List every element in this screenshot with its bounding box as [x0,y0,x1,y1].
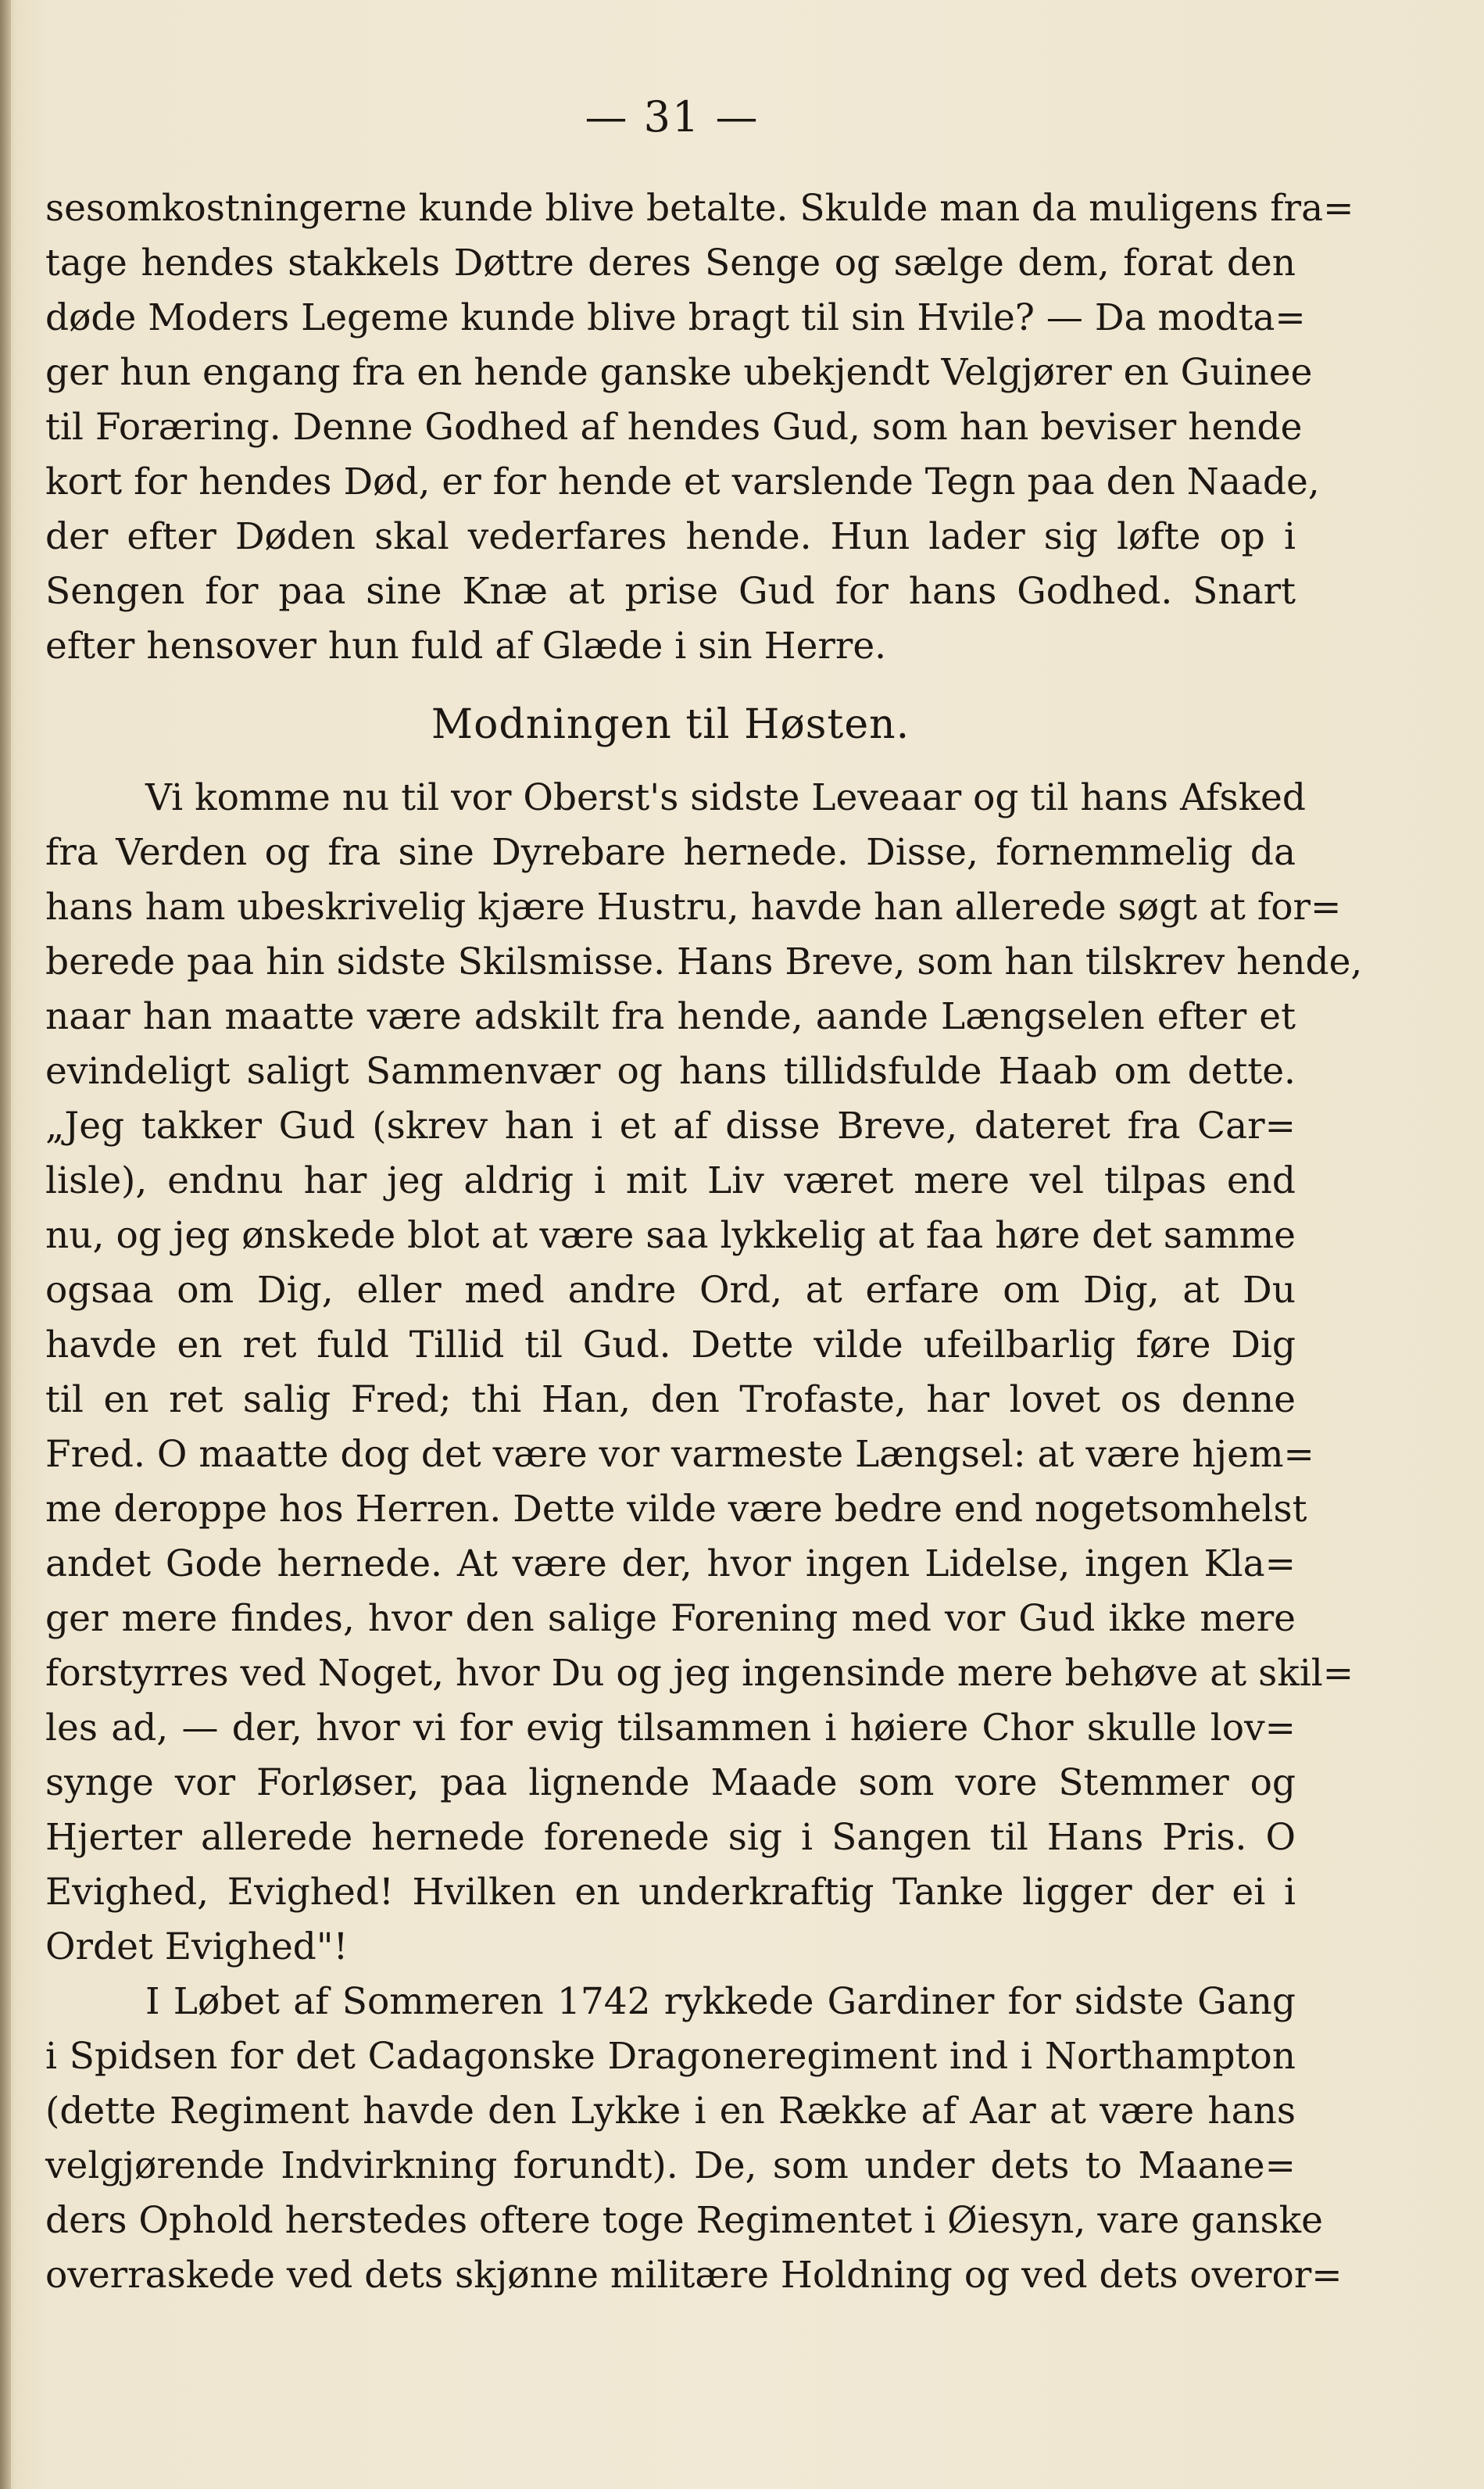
paragraph-3 [45,1975,1343,2303]
text-line: ders Ophold herstedes oftere toge Regimentet i Øiesyn, vare ganske [45,2199,1323,2242]
text-line: nu, og jeg ønskede blot at være saa lykkelig at faa høre det samme [45,1214,1296,1257]
paragraph-1 [45,181,1354,674]
text-line: Evighed, Evighed! Hvilken en underkraftig Tanke ligger der ei i [45,1871,1296,1914]
text-line: til en ret salig Fred; thi Han, den Trofaste, har lovet os denne [45,1378,1296,1421]
page-number: — 31 — [585,92,760,141]
text-line: ogsaa om Dig, eller med andre Ord, at erfare om Dig, at Du [45,1269,1296,1312]
book-spine-shadow [0,0,11,2489]
text-line: Hjerter allerede hernede forenede sig i Sangen til Hans Pris. O [45,1816,1296,1859]
text-line: forstyrres ved Noget, hvor Du og jeg ingensinde mere behøve at skil= [45,1652,1354,1695]
body-text [45,181,1363,2303]
text-line: efter hensover hun fuld af Glæde i sin Herre. [45,625,887,668]
text-line: ger hun engang fra en hende ganske ubekjendt Velgjører en Guinee [45,351,1313,394]
text-line: (dette Regiment havde den Lykke i en Række af Aar at være hans [45,2090,1296,2133]
text-line: havde en ret fuld Tillid til Gud. Dette vilde ufeilbarlig føre Dig [45,1323,1296,1366]
text-line: andet Gode hernede. At være der, hvor ingen Lidelse, ingen Kla= [45,1542,1296,1585]
text-line: „Jeg takker Gud (skrev han i et af disse Breve, dateret fra Car= [45,1105,1296,1148]
text-line: Sengen for paa sine Knæ at prise Gud for hans Godhed. Snart [45,570,1296,613]
text-line: Vi komme nu til vor Oberst's sidste Leveaar og til hans Afsked [145,776,1306,819]
text-line: der efter Døden skal vederfares hende. Hun lader sig løfte op i [45,515,1296,558]
text-line: sesomkostningerne kunde blive betalte. Skulde man da muligens fra= [45,187,1354,230]
text-line: velgjørende Indvirkning forundt). De, som under dets to Maane= [45,2144,1296,2187]
text-line: lisle), endnu har jeg aldrig i mit Liv været mere vel tilpas end [45,1159,1296,1202]
text-line: i Spidsen for det Cadagonske Dragoneregiment ind i Northampton [45,2035,1296,2078]
text-line: les ad, — der, hvor vi for evig tilsammen i høiere Chor skulle lov= [45,1706,1296,1749]
text-line: til Foræring. Denne Godhed af hendes Gud, som han beviser hende [45,406,1303,449]
text-line: døde Moders Legeme kunde blive bragt til sin Hvile? — Da modta= [45,296,1306,339]
paragraph-2 [45,771,1363,1975]
text-line: overraskede ved dets skjønne militære Holdning og ved dets overor= [45,2254,1343,2297]
text-line: ger mere findes, hvor den salige Forening med vor Gud ikke mere [45,1597,1296,1640]
text-line: tage hendes stakkels Døttre deres Senge og sælge dem, forat den [45,242,1296,285]
section-heading: Modningen til Høsten. [431,701,910,748]
text-line: kort for hendes Død, er for hende et varslende Tegn paa den Naade, [45,460,1320,503]
text-line: I Løbet af Sommeren 1742 rykkede Gardiner for sidste Gang [145,1980,1296,2023]
text-line: berede paa hin sidste Skilsmisse. Hans Breve, som han tilskrev hende, [45,940,1363,983]
text-line: hans ham ubeskrivelig kjære Hustru, havde han allerede søgt at for= [45,886,1342,929]
text-line: Ordet Evighed"! [45,1925,349,1968]
text-line: Fred. O maatte dog det være vor varmeste Længsel: at være hjem= [45,1433,1314,1476]
text-line: me deroppe hos Herren. Dette vilde være bedre end nogetsomhelst [45,1488,1307,1531]
text-line: synge vor Forløser, paa lignende Maade som vore Stemmer og [45,1761,1296,1804]
text-line: naar han maatte være adskilt fra hende, aande Længselen efter et [45,995,1296,1038]
text-line: fra Verden og fra sine Dyrebare hernede. Disse, fornemmelig da [45,831,1296,874]
text-line: evindeligt saligt Sammenvær og hans tillidsfulde Haab om dette. [45,1050,1296,1093]
